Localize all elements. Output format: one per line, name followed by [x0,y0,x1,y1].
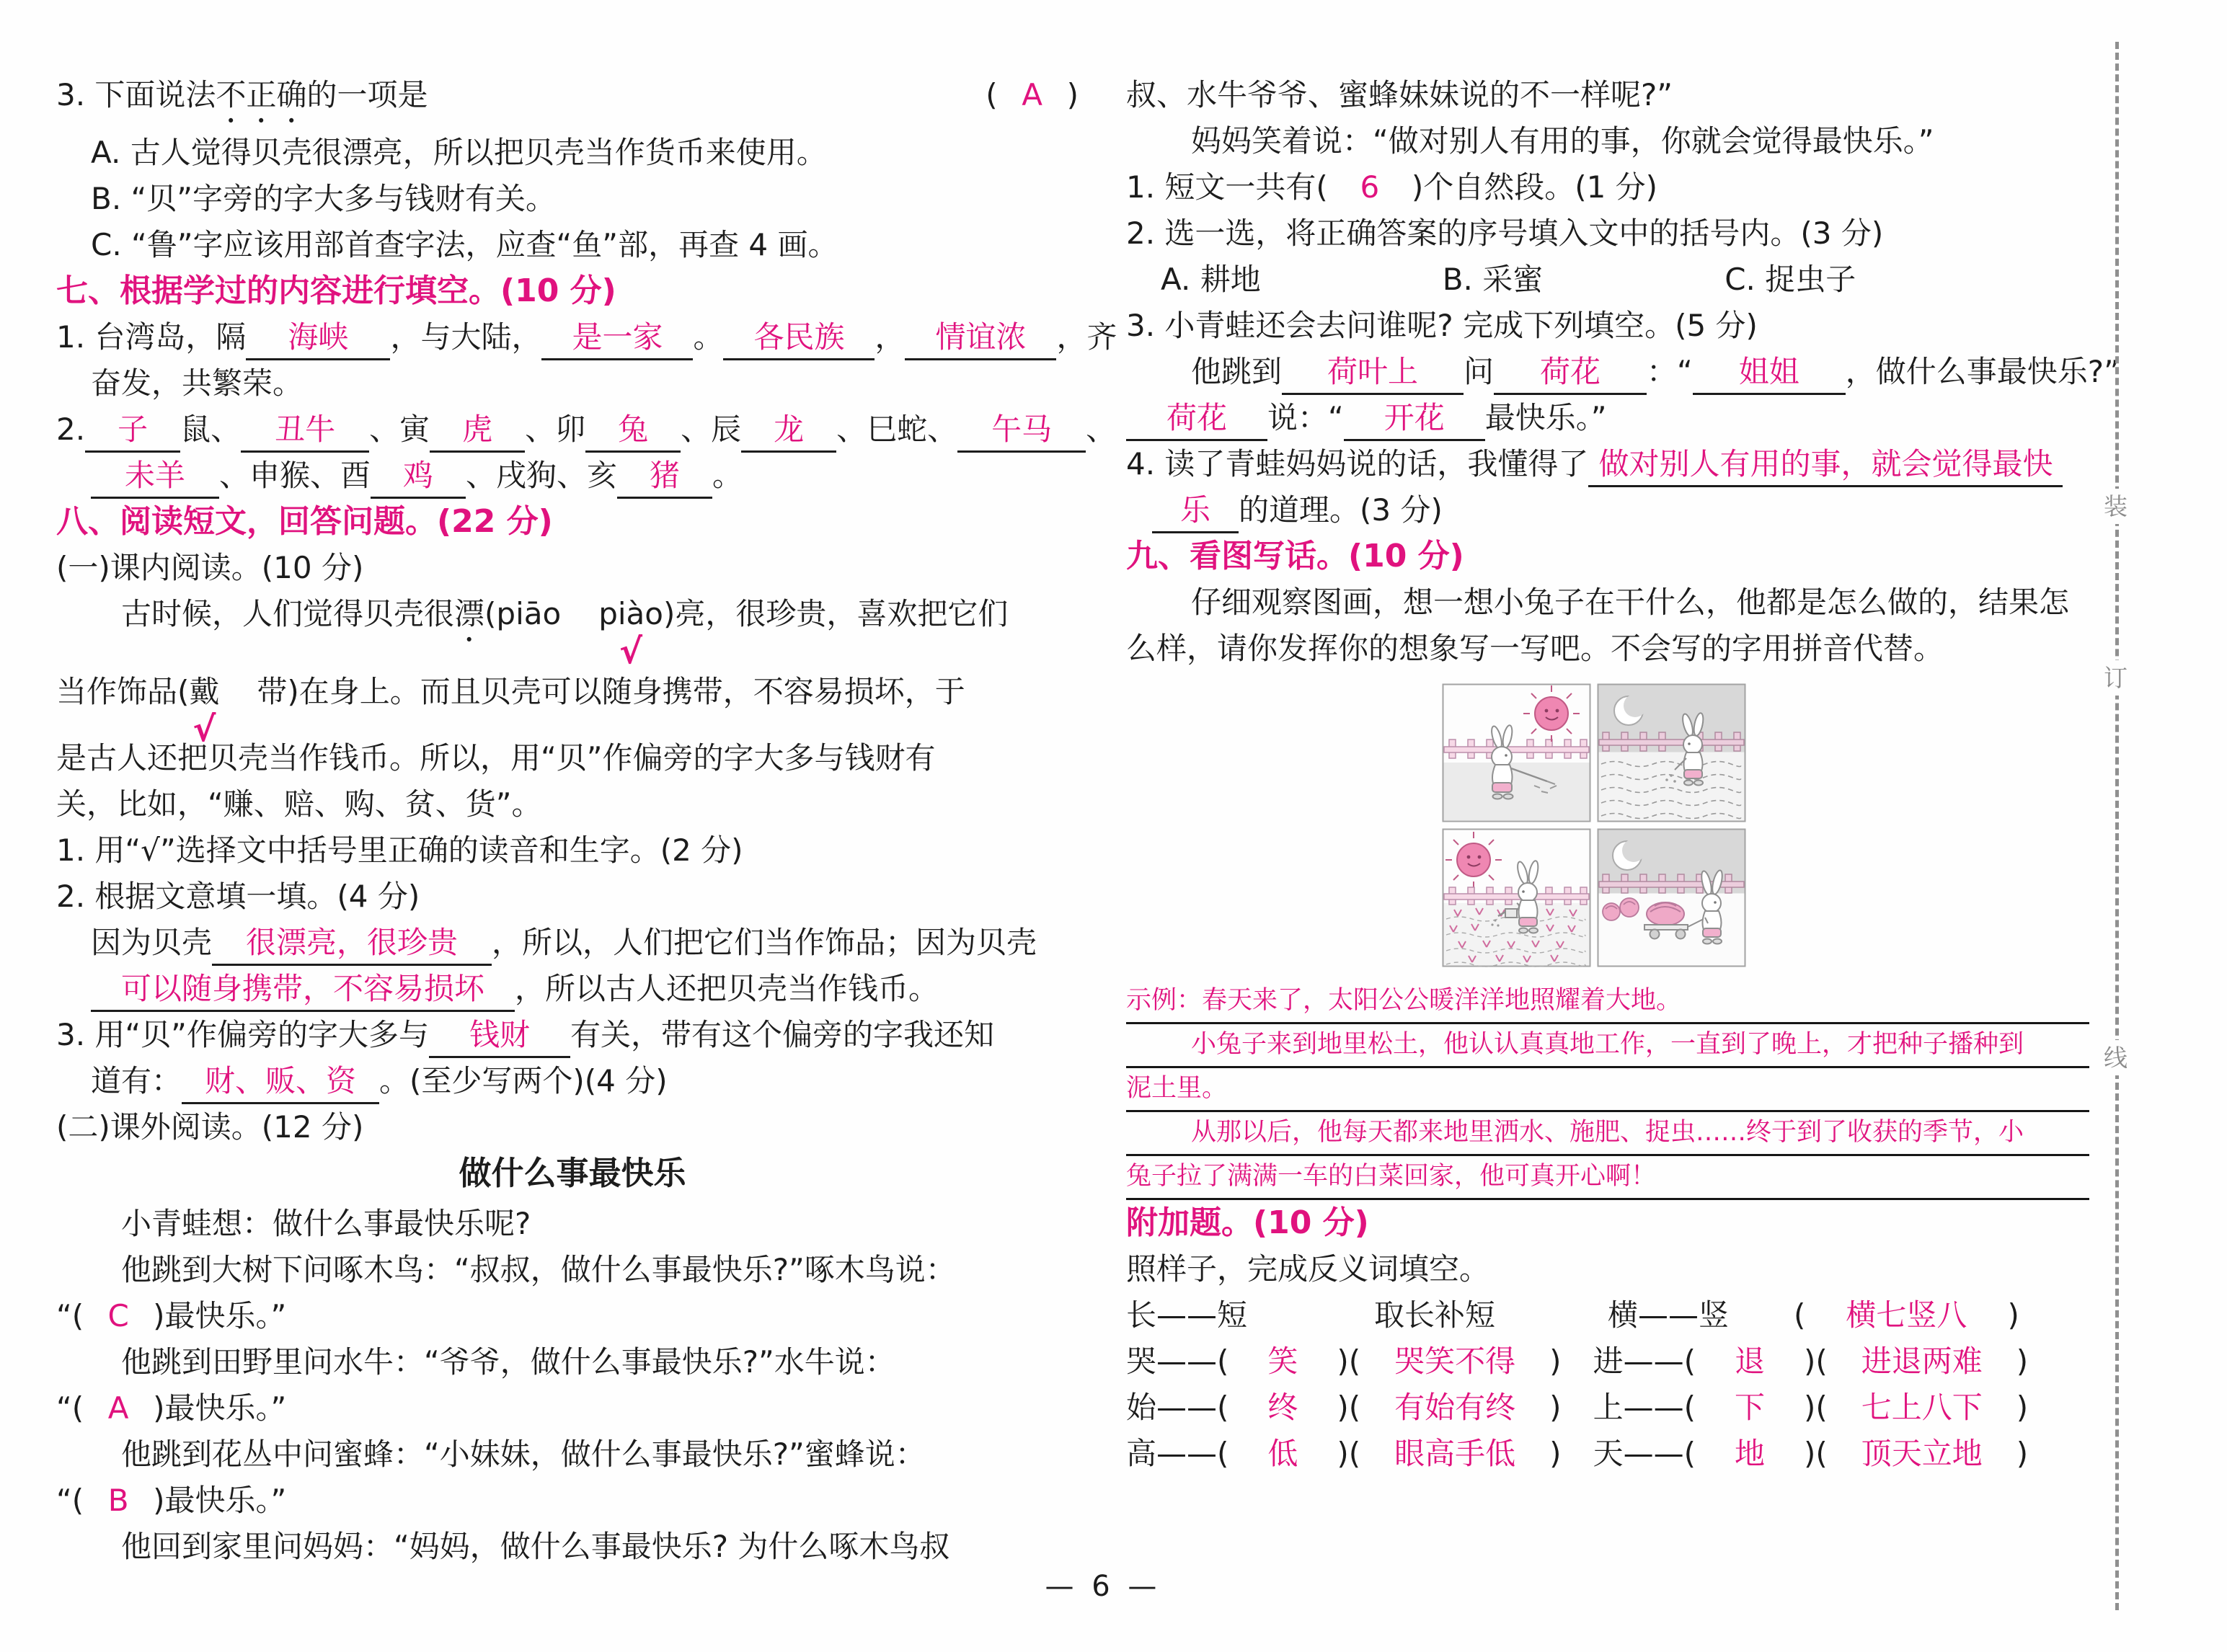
answer-plain: C [107,1298,129,1333]
answer-blank: 做对别人有用的事，就会觉得最快 [1588,443,2063,487]
q3-stem [56,72,1089,130]
right-top-lines [1126,72,2120,672]
text-run: 最快乐。” [1484,400,1607,435]
writing-lines-block [1126,980,2089,1200]
text-run: )最快乐。” [153,1390,287,1426]
q9-instruction-2 [1126,626,2089,672]
pink-text-run: 八、阅读短文，回答问题。(22 分) [56,503,553,540]
text-run: ) [2016,1390,2029,1425]
text-run: 3. 下面说法 [56,77,216,112]
text-run: )亮，很珍贵，喜欢把它们 [663,596,1009,631]
pink-text-run: 七、根据学过的内容进行填空。(10 分) [56,272,616,309]
text-run: 。 [693,319,724,355]
text-run: 3. 用“贝”作偏旁的字大多与 [56,1017,429,1052]
answer-blank: 乐 [1152,489,1239,533]
answer-blank: 龙 [741,409,836,453]
q8-2 [56,874,1089,920]
answer-blank: 虎 [430,409,525,453]
answer-plain: 低 [1267,1436,1298,1471]
text-run: )( [1803,1436,1828,1471]
text-run: B. “贝”字旁的字大多与钱财有关。 [91,181,557,216]
answer-blank: 荷花 [1126,397,1267,441]
answer-blank: 午马 [957,409,1086,453]
text-run: 的一项是 [306,77,428,112]
answer-blank: 猪 [617,455,712,499]
text-run: 、巳蛇、 [836,412,958,447]
text-run: 高——( [1126,1436,1229,1471]
story-para-1 [56,1201,1089,1247]
answer-blank: 丑牛 [241,409,369,453]
text-run: 始——( [1126,1390,1229,1425]
answer-plain: 横七竖八 [1846,1297,1967,1333]
writing-line-4 [1126,1156,2089,1200]
text-run: )( [1337,1436,1361,1471]
picture-writing-panels [1442,683,1746,967]
spacer [1261,289,1443,290]
text-run: “( [56,1298,84,1333]
text-run: piào √ [598,596,663,672]
extra-credit-instruction [1126,1246,2089,1292]
spacer [1562,1463,1593,1464]
answer-plain: 终 [1267,1390,1298,1425]
story-para-5 [56,1524,1089,1570]
text-run: 他跳到 [1191,354,1283,389]
text-run: 上——( [1593,1390,1696,1425]
text-run: 、卯 [525,412,586,447]
text-run: ) [2016,1436,2029,1471]
text-run: 他跳到花丛中问蜜蜂：“小妹妹，做什么事最快乐?”蜜蜂说： [121,1436,926,1472]
text-run: )个自然段。(1 分) [1411,169,1658,205]
answer-plain: 下 [1734,1390,1765,1425]
story-title [56,1150,1089,1201]
text-run: 2. 选一选，将正确答案的序号填入文中的括号内。(3 分) [1126,216,1884,251]
text-run: )最快乐。” [153,1483,287,1518]
q-ext-4-line2 [1126,487,2089,533]
binding-char-xian: 线 [2104,1040,2128,1075]
q9-instruction-1 [1126,579,2089,626]
q3-option-c [56,222,1089,268]
section-7-heading [56,268,1089,314]
text-run: 问 [1464,354,1495,389]
spacer [1543,289,1725,290]
text-run: 取长补短 [1374,1297,1496,1333]
answer-blank: 未羊 [91,455,219,499]
text-run: 么样，请你发挥你的想象写一写吧。不会写的字用拼音代替。 [1126,631,1944,666]
text-run: 、辰 [681,412,742,447]
text-run: 因为贝壳 [91,925,213,960]
q-ext-3 [1126,303,2089,349]
q3-option-b [56,176,1089,222]
story-para-3 [56,1339,1089,1385]
answer-plain: A [1022,77,1042,112]
text-run: 戴 √ [189,674,220,750]
pink-text-run: 小兔子来到地里松土，他认认真真地工作，一直到了晚上，才把种子播种到 [1191,1030,2024,1059]
text-run: 他跳到田野里问水牛：“爷爷，做什么事最快乐?”水牛说： [121,1344,895,1380]
answer-blank: 可以随身携带，不容易损坏 [91,968,515,1012]
q8-1 [56,827,1089,874]
q8-2-answer-1 [56,920,1089,966]
q-ext-1 [1126,164,2089,210]
text-run: )( [1803,1390,1828,1425]
antonym-row-4 [1126,1431,2089,1477]
pink-text-run: 示例：春天来了，太阳公公暖洋洋地照耀着大地。 [1126,986,1682,1015]
text-run: 仔细观察图画，想一想小兔子在干什么，他都是怎么做的，结果怎 [1191,585,2070,620]
text-run: 奋发，共繁荣。 [91,365,304,401]
q-ext-2 [1126,210,2089,257]
example-sentence [1126,980,2089,1024]
text-run: 天——( [1593,1436,1696,1471]
spacer [1562,1371,1593,1372]
text-run: 有关，带有这个偏旁的字我还知 [570,1017,994,1052]
text-run: “( [56,1390,84,1426]
antonym-row-3 [1126,1385,2089,1431]
text-run: 1. 用“√”选择文中括号里正确的读音和生字。(2 分) [56,832,743,868]
answer-plain: 6 [1360,169,1380,205]
panel-rabbit-watering-day [1442,828,1591,967]
text-run: )( [1803,1344,1828,1379]
story-para-4b [56,1478,1089,1524]
q7-1-line2 [56,360,1089,407]
text-run: 他回到家里问妈妈：“妈妈，做什么事最快乐? 为什么啄木鸟叔 [121,1529,950,1564]
text-run: B. 采蜜 [1442,262,1544,297]
text-run: 小青蛙想：做什么事最快乐呢? [121,1206,531,1241]
answer-plain: 顶天立地 [1861,1436,1983,1471]
q-ext-2-options [1126,257,2089,303]
text-run: ) [2016,1344,2029,1379]
writing-line-3 [1126,1112,2089,1156]
text-run: 他跳到大树下问啄木鸟：“叔叔，做什么事最快乐?”啄木鸟说： [121,1252,956,1287]
answer-plain: 眼高手低 [1394,1436,1516,1471]
text-run: ) [1549,1344,1562,1379]
text-run: 妈妈笑着说：“做对别人有用的事，你就会觉得最快乐。” [1191,123,1934,159]
answer-blank: 是一家 [541,316,693,360]
answer-blank: 情谊浓 [905,316,1056,360]
emphasized-text-run: 漂 [454,596,485,631]
text-run: 1. 短文一共有( [1126,169,1328,205]
panel-rabbit-cabbage-cart-night [1597,828,1746,967]
answer-blank: 钱财 [429,1014,570,1058]
answer-blank: 姐姐 [1693,351,1846,395]
q8-3-line2 [56,1058,1089,1104]
text-run: (二)课外阅读。(12 分) [56,1109,364,1145]
text-run: ) [1066,77,1079,112]
text-run: 2. [56,412,86,447]
text-run: 哭——( [1126,1344,1229,1379]
answer-plain: 进退两难 [1861,1344,1983,1379]
spacer [561,623,598,624]
part-1-label [56,545,1089,591]
text-run: 、申猴、酉 [219,458,371,493]
binding-line [2104,42,2128,1610]
answer-blank: 鸡 [371,455,466,499]
emphasized-text-run: 不正确 [216,77,307,112]
text-run: 当作饰品( [56,674,190,709]
text-run: ，做什么事最快乐?” [1845,354,2120,389]
answer-blank: 荷花 [1494,351,1647,395]
passage-line-4 [56,781,1089,827]
q-ext-3-fill-1 [1126,349,2120,395]
text-run: 的道理。(3 分) [1239,492,1443,528]
passage-line-3 [56,735,1089,781]
spacer [1562,1417,1593,1418]
text-run: C. 捉虫子 [1725,262,1856,297]
answer-plain: B [107,1483,129,1518]
part-2-label [56,1104,1089,1150]
pink-text-run: 泥土里。 [1126,1074,1228,1103]
text-run: )( [1337,1344,1361,1379]
text-run: ，齐 [1056,319,1117,355]
writing-line-2 [1126,1068,2089,1112]
answer-plain: 哭笑不得 [1394,1344,1516,1379]
page-number: — 6 — [1045,1570,1161,1603]
text-run: 。(至少写两个)(4 分) [379,1063,668,1098]
answer-blank: 海峡 [246,316,390,360]
text-run: (一)课内阅读。(10 分) [56,550,364,585]
story-para-2 [56,1247,1089,1293]
text-run: ( [1794,1297,1806,1333]
antonym-row-1 [1126,1292,2089,1338]
q7-2-line1 [56,407,1117,453]
answer-plain: 地 [1734,1436,1765,1471]
extra-credit-heading [1126,1200,2089,1246]
panel-rabbit-sowing-night [1597,683,1746,822]
text-run: ，与大陆， [390,319,542,355]
text-run: ，所以，人们把它们当作饰品；因为贝壳 [492,925,1037,960]
text-run: ：“ [1647,354,1693,389]
section-8-heading [56,499,1089,545]
panel-rabbit-hoeing-day [1442,683,1591,822]
text-run: A. 古人觉得贝壳很漂亮，所以把贝壳当作货币来使用。 [91,135,827,170]
text-run: A. 耕地 [1161,262,1261,297]
text-run: C. “鲁”字应该用部首查字法，应查“鱼”部，再查 4 画。 [91,227,838,262]
text-run: ， [875,319,906,355]
pink-text-run: 兔子拉了满满一车的白菜回家，他可真开心啊！ [1126,1162,1657,1191]
answer-blank: 子 [85,409,180,453]
answer-blank: 财、贩、资 [182,1060,379,1104]
answer-blank: 各民族 [723,316,875,360]
text-run: 3. 小青蛙还会去问谁呢? 完成下列填空。(5 分) [1126,308,1758,343]
text-run: 道有： [91,1063,182,1098]
answer-plain: 笑 [1267,1344,1298,1379]
text-run: 长——短 [1126,1297,1248,1333]
q7-2-line2 [56,453,1089,499]
text-run: 横——竖 [1608,1297,1730,1333]
text-run: 说：“ [1267,400,1344,435]
answer-plain: 退 [1734,1344,1765,1379]
binding-char-ding: 订 [2104,660,2128,696]
q7-1-line1 [56,314,1117,360]
text-run: 鼠、 [180,412,242,447]
text-run: 2. 根据文意填一填。(4 分) [56,879,420,914]
binding-char-zhuang: 装 [2104,489,2128,524]
pink-text-run: 附加题。(10 分) [1126,1204,1369,1241]
right-column [1126,72,2120,1477]
text-run: 进——( [1593,1344,1696,1379]
text-run: 做什么事最快乐 [459,1154,686,1192]
story-para-4 [56,1431,1089,1478]
text-run: 照样子，完成反义词填空。 [1126,1251,1490,1287]
text-run: 、 [1086,412,1117,447]
text-run: 、戌狗、亥 [466,458,618,493]
answer-blank: 荷叶上 [1282,351,1464,395]
q-ext-4-line1 [1126,441,2089,487]
answer-blank: 很漂亮，很珍贵 [212,922,492,966]
left-column [56,72,1117,1570]
checkmark-icon: √ [192,709,216,750]
pink-text-run: 从那以后，他每天都来地里洒水、施肥、捉虫……终于到了收获的季节，小 [1191,1118,2024,1147]
text-run: 是古人还把贝壳当作钱币。所以，用“贝”作偏旁的字大多与钱财有 [56,740,936,776]
text-run: ( [986,77,998,112]
story-para-2b [56,1293,1089,1339]
text-run: “( [56,1483,84,1518]
answer-blank: 开花 [1344,397,1485,441]
answer-plain: A [107,1390,129,1426]
text-run: 叔、水牛爷爷、蜜蜂妹妹说的不一样呢?” [1126,77,1673,112]
answer-plain: 有始有终 [1394,1390,1516,1425]
passage-line-2 [56,669,1089,750]
text-run: (piāo [484,596,562,631]
text-run: 、寅 [369,412,430,447]
q-ext-3-fill-2 [1126,395,2089,441]
story-continuation-2 [1126,118,2089,164]
pink-text-run: 九、看图写话。(10 分) [1126,538,1464,574]
text-run: 。 [712,458,743,493]
text-run: 关，比如，“赚、赔、购、贫、货”。 [56,786,542,822]
answer-blank: 兔 [585,409,681,453]
answer-plain: 七上八下 [1861,1390,1983,1425]
text-run: )最快乐。” [153,1298,287,1333]
passage-line-1 [56,591,1089,672]
text-run: ) [1549,1390,1562,1425]
story-continuation-1 [1126,72,2089,118]
text-run: ) [2007,1297,2019,1333]
story-para-3b [56,1385,1089,1431]
text-run: 1. 台湾岛，隔 [56,319,247,355]
section-9-heading [1126,533,2089,579]
right-bottom-lines [1126,1200,2089,1477]
text-run: 带)在身上。而且贝壳可以随身携带，不容易损坏，于 [257,674,965,709]
checkmark-icon: √ [619,631,643,672]
spacer [219,701,257,702]
q8-2-answer-2 [56,966,1089,1012]
writing-line-1 [1126,1024,2089,1068]
text-run: ) [1549,1436,1562,1471]
antonym-row-2 [1126,1338,2089,1385]
q8-3-line1 [56,1012,1089,1058]
text-run: 古时候，人们觉得贝壳很 [121,596,455,631]
q3-option-a [56,130,1089,176]
text-run: 4. 读了青蛙妈妈说的话，我懂得了 [1126,446,1589,481]
text-run: ，所以古人还把贝壳当作钱币。 [515,971,939,1006]
text-run: )( [1337,1390,1361,1425]
